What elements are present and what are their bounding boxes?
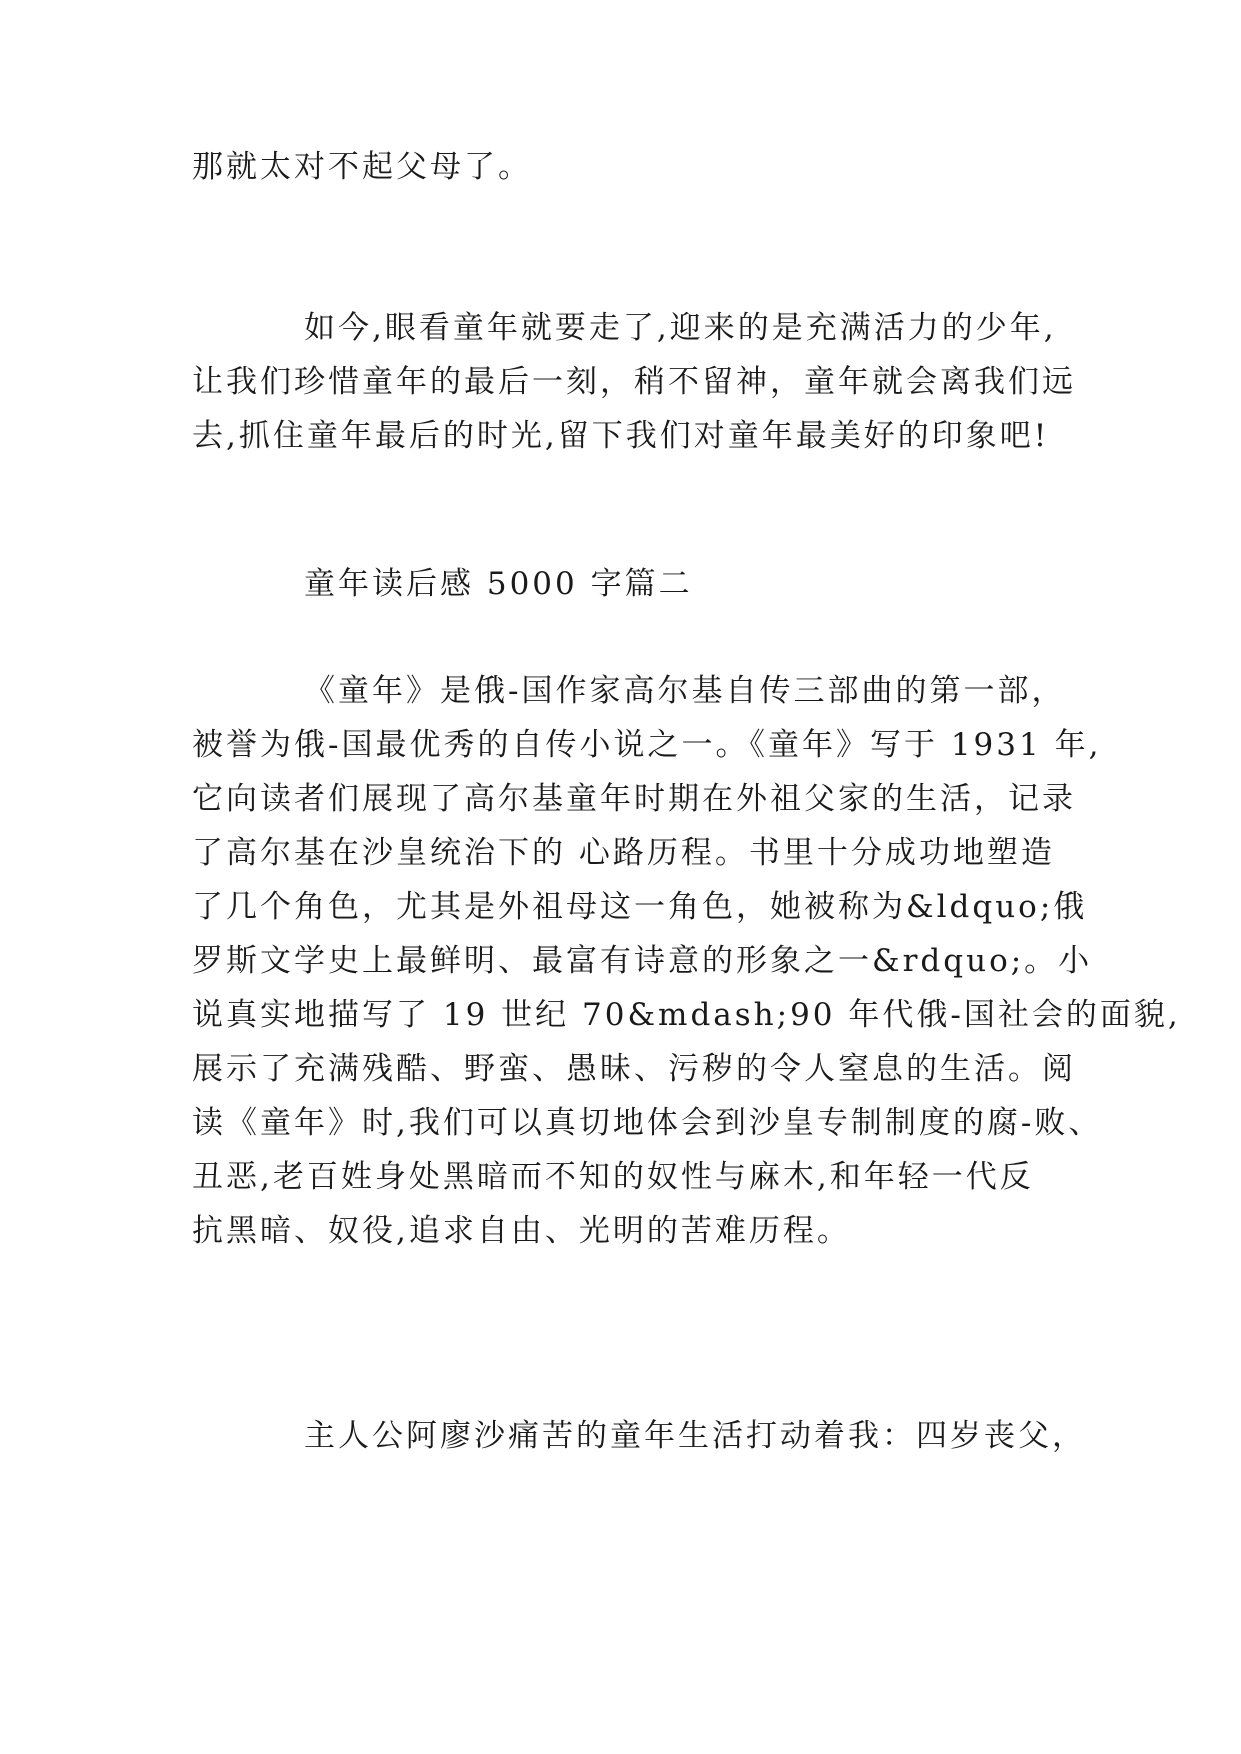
text-line: 展示了充满残酷、野蛮、愚昧、污秽的令人窒息的生活。阅 [192, 1051, 1076, 1087]
text-line: 去,抓住童年最后的时光,留下我们对童年最美好的印象吧! [192, 418, 1050, 454]
text-line: 罗斯文学史上最鲜明、最富有诗意的形象之一&rdquo;。小 [192, 943, 1093, 979]
text-line: 了高尔基在沙皇统治下的 心路历程。书里十分成功地塑造 [192, 835, 1055, 871]
heading-text: 童年读后感 5000 字篇二 [304, 566, 693, 602]
paragraph-closing [192, 140, 1072, 194]
text-line: 那就太对不起父母了。 [192, 149, 532, 185]
paragraph-book-intro [192, 664, 1181, 1258]
paragraph-childhood-ending [192, 301, 1076, 463]
text-line: 《童年》是俄-国作家高尔基自传三部曲的第一部， [304, 673, 1066, 709]
text-line: 如今,眼看童年就要走了,迎来的是充满活力的少年, [304, 310, 1057, 346]
paragraph-protagonist [192, 1409, 1086, 1463]
text-line: 说真实地描写了 19 世纪 70&mdash;90 年代俄-国社会的面貌, [192, 997, 1181, 1033]
section-heading [192, 557, 1072, 611]
text-line: 抗黑暗、奴役,追求自由、光明的苦难历程。 [192, 1213, 851, 1249]
text-line: 它向读者们展现了高尔基童年时期在外祖父家的生活，记录 [192, 781, 1076, 817]
text-line: 读《童年》时,我们可以真切地体会到沙皇专制制度的腐-败、 [192, 1105, 1103, 1141]
text-line: 让我们珍惜童年的最后一刻，稍不留神，童年就会离我们远 [192, 364, 1076, 400]
text-line: 被誉为俄-国最优秀的自传小说之一。《童年》写于 1931 年, [192, 727, 1102, 763]
text-line: 了几个角色，尤其是外祖母这一角色，她被称为&ldquo;俄 [192, 889, 1088, 925]
text-line: 丑恶,老百姓身处黑暗而不知的奴性与麻木,和年轻一代反 [192, 1159, 1034, 1195]
text-line: 主人公阿廖沙痛苦的童年生活打动着我：四岁丧父， [304, 1418, 1086, 1454]
